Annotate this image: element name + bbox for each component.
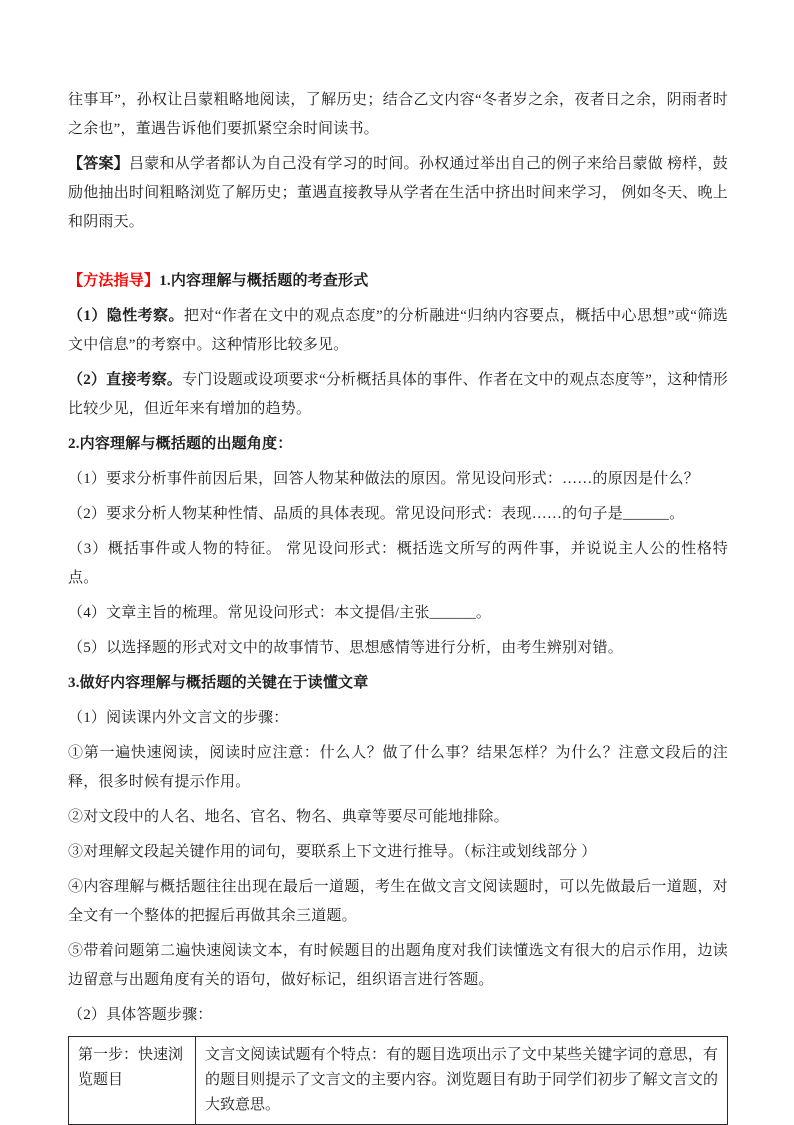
sub-item-answer-steps: （2）具体答题步骤： bbox=[68, 1007, 213, 1023]
reading-step: ①第一遍快速阅读，阅读时应注意：什么人？做了什么事？结果怎样？为什么？注意文段后的注释，很多时候有提示作用。 bbox=[68, 745, 728, 790]
paragraph-continuation: 往事耳”，孙权让吕蒙粗略地阅读，了解历史；结合乙文内容“冬者岁之余，夜者日之余，阴雨者时之余也”，董遇告诉他们要抓紧空余时间读书。 bbox=[68, 92, 728, 137]
sub-item-reading-steps: （1）阅读课内外文言文的步骤： bbox=[68, 710, 289, 726]
guide-item-text: 把对“作者在文中的观点态度”的分析融进“归纳内容要点，概括中心思想”或“筛选文中信息”的考察中。这种情形比较多见。 bbox=[68, 308, 728, 353]
method-guide-label: 【方法指导】 bbox=[68, 273, 160, 289]
guide-item-lead: （1）隐性考察。 bbox=[68, 308, 184, 324]
guide-item-hidden-exam bbox=[68, 302, 728, 360]
answer-label: 【答案】 bbox=[68, 156, 130, 172]
reading-step: ④内容理解与概括题往往出现在最后一道题，考生在做文言文阅读题时，可以先做最后一道题，对全文有一个整体的把握后再做其余三道题。 bbox=[68, 879, 728, 924]
heading-key-to-reading: 3.做好内容理解与概括题的关键在于读懂文章 bbox=[68, 675, 369, 691]
reading-step: ③对理解文段起关键作用的词句，要联系上下文进行推导。（标注或划线部分 ） bbox=[68, 844, 597, 860]
table-cell-step-desc: 文言文阅读试题有个特点：有的题目选项出示了文中某些关键字词的意思，有的题目则提示了文言文的主要内容。浏览题目有助于同学们初步了解文言文的大致意思。 bbox=[196, 1037, 728, 1125]
heading-method-guide bbox=[68, 267, 728, 296]
angle-item: （4）文章主旨的梳理。常见设问形式：本文提倡/主张______。 bbox=[68, 605, 492, 621]
angle-item: （1）要求分析事件前因后果，回答人物某种做法的原因。常见设问形式：……的原因是什么？ bbox=[68, 471, 699, 487]
angle-item: （2）要求分析人物某种性情、品质的具体表现。常见设问形式：表现……的句子是______。 bbox=[68, 506, 685, 522]
heading-1-text: 1.内容理解与概括题的考查形式 bbox=[159, 273, 369, 289]
table-cell-step-name: 第一步：快速浏览题目 bbox=[69, 1037, 196, 1125]
table-row bbox=[69, 1037, 728, 1125]
heading-question-angles: 2.内容理解与概括题的出题角度： bbox=[68, 436, 293, 452]
answer-steps-table bbox=[68, 1036, 728, 1125]
answer-text: 吕蒙和从学者都认为自己没有学习的时间。孙权通过举出自己的例子来给吕蒙做 榜样，鼓励他抽出时间粗略浏览了解历史；董遇直接教导从学者在生活中挤出时间来学习， 例如冬天、晚上和阴雨天。 bbox=[68, 156, 728, 230]
guide-item-lead: （2）直接考察。 bbox=[68, 372, 183, 388]
paragraph-answer bbox=[68, 150, 728, 237]
angle-item: （5）以选择题的形式对文中的故事情节、思想感情等进行分析，由考生辨别对错。 bbox=[68, 640, 623, 656]
guide-item-direct-exam bbox=[68, 366, 728, 424]
angle-item: （3）概括事件或人物的特征。 常见设问形式：概括选文所写的两件事，并说说主人公的性格特点。 bbox=[68, 541, 728, 586]
guide-item-text: 专门设题或设项要求“分析概括具体的事件、作者在文中的观点态度等”，这种情形比较少见，但近年来有增加的趋势。 bbox=[68, 372, 728, 417]
reading-step: ②对文段中的人名、地名、官名、物名、典章等要尽可能地排除。 bbox=[68, 809, 509, 825]
reading-step: ⑤带着问题第二遍快速阅读文本，有时候题目的出题角度对我们读懂选文有很大的启示作用，边读边留意与出题角度有关的语句，做好标记，组织语言进行答题。 bbox=[68, 943, 728, 988]
